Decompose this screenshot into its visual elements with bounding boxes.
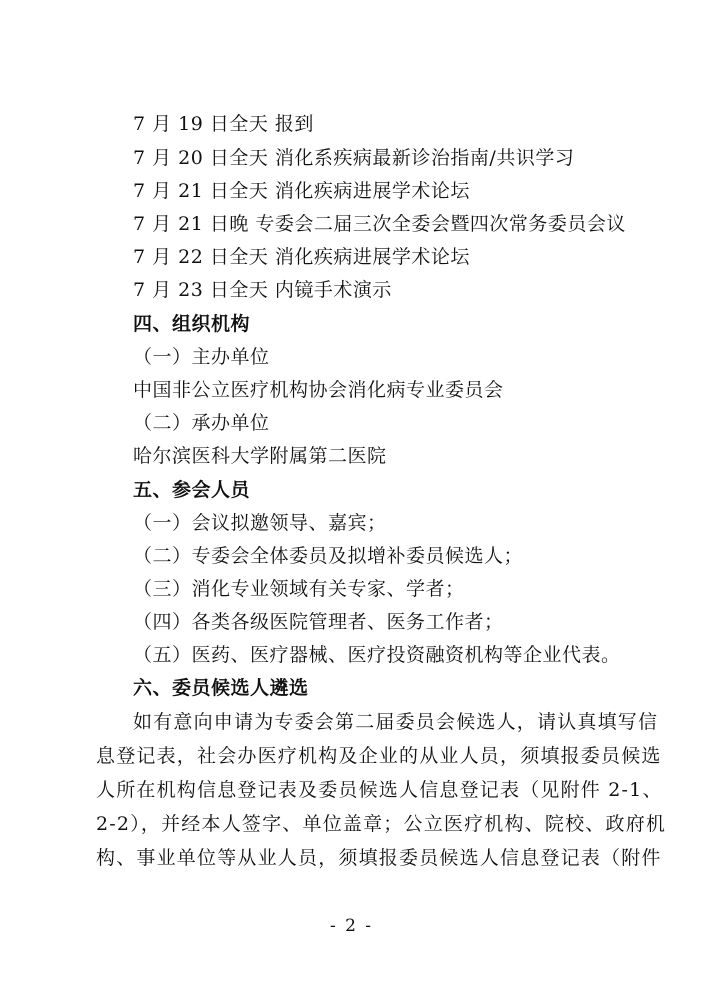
- organizer-name: 哈尔滨医科大学附属第二医院: [133, 445, 387, 467]
- attendee-item-2: （二）专委会全体委员及拟增补委员候选人；: [133, 545, 524, 567]
- schedule-line-3: 7 月 21 日全天 消化疾病进展学术论坛: [133, 180, 470, 202]
- schedule-line-5: 7 月 22 日全天 消化疾病进展学术论坛: [133, 246, 470, 268]
- schedule-line-6: 7 月 23 日全天 内镜手术演示: [133, 279, 392, 301]
- paragraph-line-2: 息登记表，社会办医疗机构及企业的从业人员，须填报委员候选: [96, 745, 662, 767]
- section-heading-attendees: 五、参会人员: [133, 479, 251, 501]
- host-name: 中国非公立医疗机构协会消化病专业委员会: [133, 379, 504, 401]
- section-heading-candidates: 六、委员候选人遴选: [133, 677, 309, 699]
- paragraph-line-5: 构、事业单位等从业人员，须填报委员候选人信息登记表（附件: [96, 847, 662, 869]
- paragraph-line-3: 人所在机构信息登记表及委员候选人信息登记表（见附件 2-1、: [96, 779, 663, 801]
- paragraph-line-4: 2-2），并经本人签字、单位盖章；公立医疗机构、院校、政府机: [96, 813, 667, 835]
- section-heading-organization: 四、组织机构: [133, 313, 251, 335]
- schedule-line-2: 7 月 20 日全天 消化系疾病最新诊治指南/共识学习: [133, 147, 575, 169]
- host-label: （一）主办单位: [133, 346, 270, 368]
- page-number: - 2 -: [329, 916, 374, 936]
- schedule-line-1: 7 月 19 日全天 报到: [133, 113, 314, 135]
- organizer-label: （二）承办单位: [133, 412, 270, 434]
- paragraph-line-1: 如有意向申请为专委会第二届委员会候选人，请认真填写信: [133, 711, 659, 733]
- attendee-item-5: （五）医药、医疗器械、医疗投资融资机构等企业代表。: [133, 644, 621, 666]
- schedule-line-4: 7 月 21 日晚 专委会二届三次全委会暨四次常务委员会议: [133, 213, 626, 235]
- attendee-item-1: （一）会议拟邀领导、嘉宾；: [133, 512, 387, 534]
- attendee-item-3: （三）消化专业领域有关专家、学者；: [133, 578, 465, 600]
- attendee-item-4: （四）各类各级医院管理者、医务工作者；: [133, 611, 504, 633]
